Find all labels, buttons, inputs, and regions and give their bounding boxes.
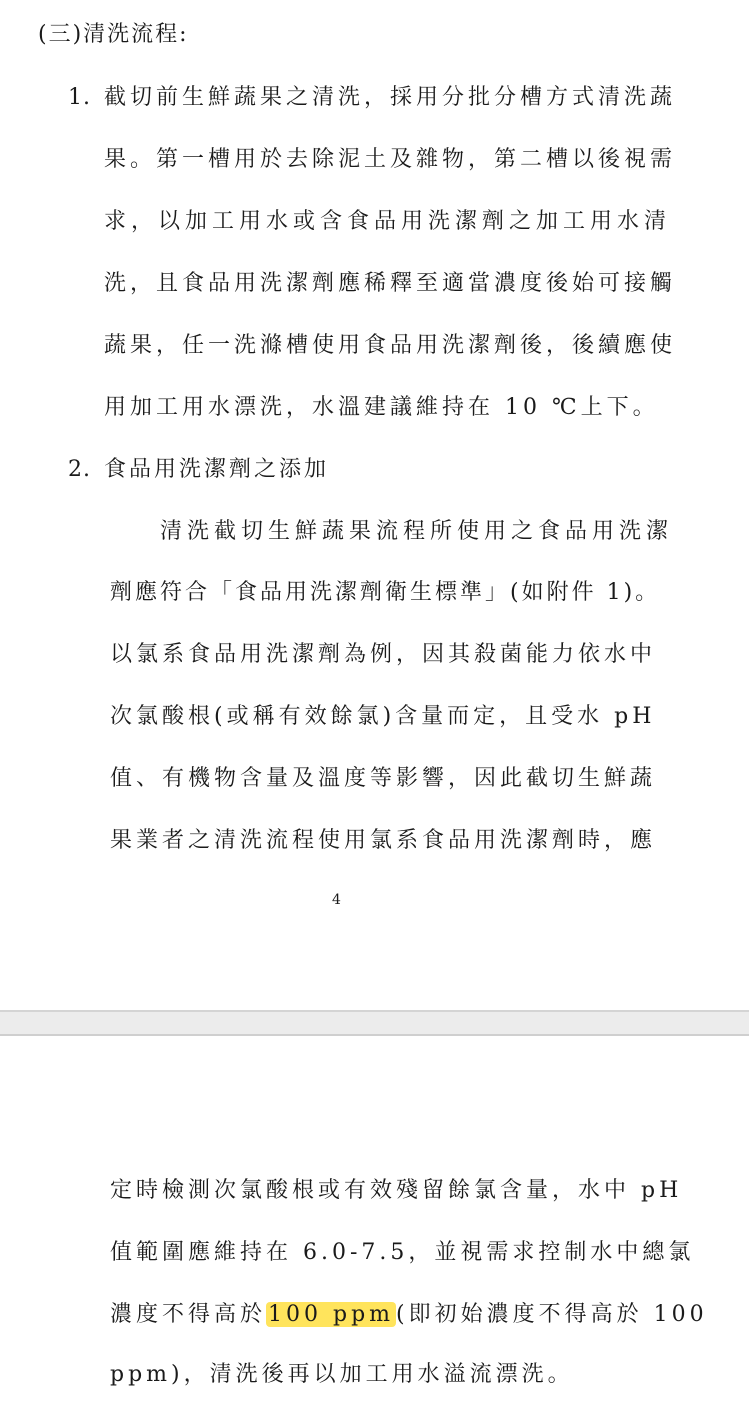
p2-line-1: 定時檢測次氯酸根或有效殘留餘氯含量，水中 pH xyxy=(110,1178,683,1203)
item-1-number: 1. xyxy=(68,85,91,110)
item-1-line-5: 蔬果，任一洗滌槽使用食品用洗潔劑後，後續應使 xyxy=(104,333,677,358)
page-number: 4 xyxy=(332,892,341,908)
p2-line-3-after: (即初始濃度不得高於 100 xyxy=(396,1302,708,1327)
item-1-line-3: 求，以加工用水或含食品用洗潔劑之加工用水清 xyxy=(104,209,672,234)
p2-line-3 xyxy=(110,1300,708,1330)
p2-line-4: ppm)，清洗後再以加工用水溢流漂洗。 xyxy=(110,1362,574,1387)
item-2-line-3: 以氯系食品用洗潔劑為例，因其殺菌能力依水中 xyxy=(110,642,657,667)
item-2-line-2: 劑應符合「食品用洗潔劑衛生標準」(如附件 1)。 xyxy=(110,580,661,605)
item-2-line-4: 次氯酸根(或稱有效餘氯)含量而定，且受水 pH xyxy=(110,704,656,729)
item-1-line-6: 用加工用水漂洗，水溫建議維持在 10 ℃上下。 xyxy=(104,395,659,420)
page-separator-bottom-edge xyxy=(0,1034,749,1036)
item-1-line-4: 洗，且食品用洗潔劑應稀釋至適當濃度後始可接觸 xyxy=(104,271,677,296)
item-1-line-1: 截切前生鮮蔬果之清洗，採用分批分槽方式清洗蔬 xyxy=(104,85,677,110)
section-heading: (三)清洗流程: xyxy=(38,22,189,47)
p2-line-3-before: 濃度不得高於 xyxy=(110,1302,267,1327)
page-separator-top-edge xyxy=(0,1010,749,1012)
page-separator xyxy=(0,1010,749,1036)
item-2-number: 2. xyxy=(68,457,91,482)
item-2-line-5: 值、有機物含量及溫度等影響，因此截切生鮮蔬 xyxy=(110,766,657,791)
item-2-title: 食品用洗潔劑之添加 xyxy=(104,457,330,482)
item-1-line-2: 果。第一槽用於去除泥土及雜物，第二槽以後視需 xyxy=(104,147,677,172)
p2-line-2: 值範圍應維持在 6.0-7.5，並視需求控制水中總氯 xyxy=(110,1240,695,1265)
item-2-line-1: 清洗截切生鮮蔬果流程所使用之食品用洗潔 xyxy=(160,519,674,544)
item-2-line-6: 果業者之清洗流程使用氯系食品用洗潔劑時，應 xyxy=(110,828,657,853)
highlighted-value: 100 ppm xyxy=(268,1302,395,1327)
